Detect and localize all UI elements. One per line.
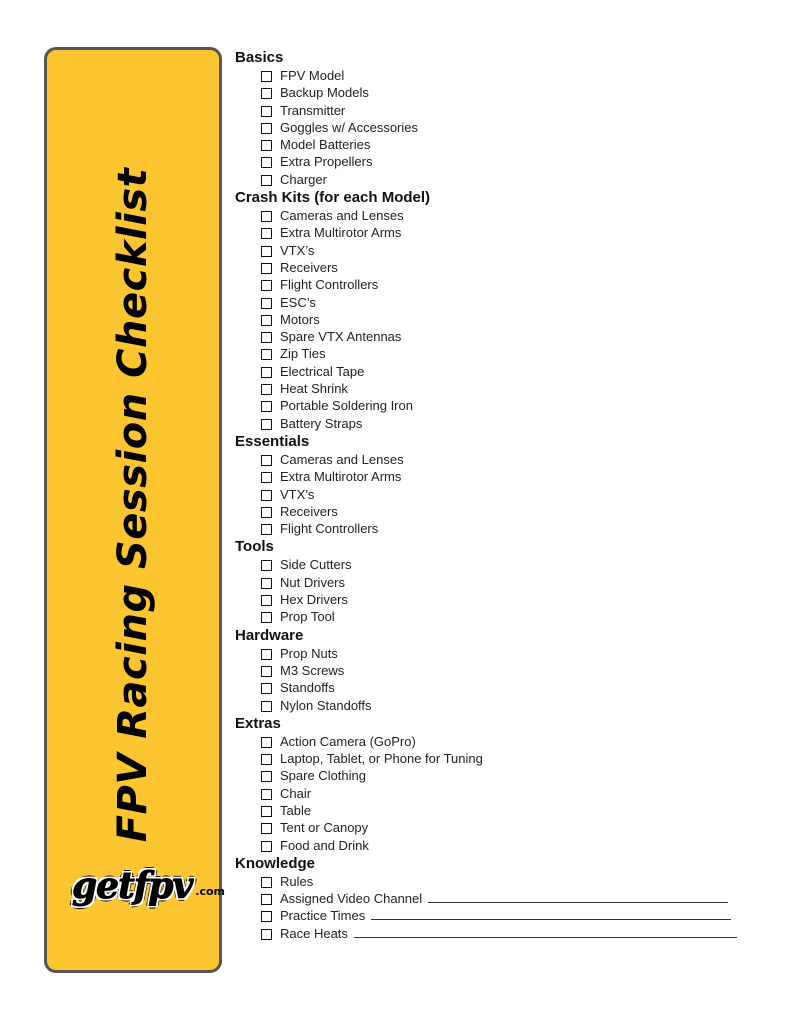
checklist-item [235, 662, 775, 679]
item-label: Assigned Video Channel [280, 891, 423, 907]
checkbox-icon[interactable] [261, 332, 272, 343]
checkbox-icon[interactable] [261, 911, 272, 922]
checklist-item [235, 84, 775, 101]
checkbox-icon[interactable] [261, 88, 272, 99]
item-label: Action Camera (GoPro) [280, 733, 416, 749]
logo-domain: .com [195, 885, 225, 898]
item-label: Battery Straps [280, 415, 363, 431]
checklist-item [235, 802, 775, 819]
item-label: VTX’s [280, 486, 315, 502]
item-label: VTX’s [280, 242, 315, 258]
checklist-item [235, 750, 775, 767]
fill-in-line[interactable] [354, 925, 737, 938]
checkbox-icon[interactable] [261, 877, 272, 888]
item-label: Motors [280, 311, 320, 327]
checklist-item [235, 890, 775, 907]
checkbox-icon[interactable] [261, 263, 272, 274]
item-label: Nut Drivers [280, 574, 346, 590]
checklist-item [235, 119, 775, 136]
checkbox-icon[interactable] [261, 175, 272, 186]
item-label: Side Cutters [280, 557, 352, 573]
item-label: Backup Models [280, 85, 369, 101]
checklist-item [235, 224, 775, 241]
item-label: Laptop, Tablet, or Phone for Tuning [280, 751, 483, 767]
item-label: Chair [280, 785, 312, 801]
item-label: ESC’s [280, 294, 316, 310]
item-label: Standoffs [280, 680, 335, 696]
checklist-item [235, 345, 775, 362]
item-label: Flight Controllers [280, 521, 379, 537]
item-label: Transmitter [280, 102, 346, 118]
getfpv-logo [72, 865, 225, 907]
checklist-item [235, 136, 775, 153]
checkbox-icon[interactable] [261, 246, 272, 257]
checkbox-icon[interactable] [261, 578, 272, 589]
checkbox-icon[interactable] [261, 823, 272, 834]
item-label: Receivers [280, 259, 338, 275]
checklist-item [235, 679, 775, 696]
checkbox-icon[interactable] [261, 806, 272, 817]
checklist-item [235, 785, 775, 802]
checkbox-icon[interactable] [261, 455, 272, 466]
checklist-item [235, 645, 775, 662]
section-heading: Knowledge [235, 854, 316, 872]
checklist-item [235, 102, 775, 119]
checkbox-icon[interactable] [261, 315, 272, 326]
checkbox-icon[interactable] [261, 666, 272, 677]
checkbox-icon[interactable] [261, 211, 272, 222]
checklist-item [235, 67, 775, 84]
checkbox-icon[interactable] [261, 701, 272, 712]
checkbox-icon[interactable] [261, 894, 272, 905]
item-label: Food and Drink [280, 837, 369, 853]
item-label: Rules [280, 873, 314, 889]
item-label: Cameras and Lenses [280, 208, 404, 224]
checklist-item [235, 328, 775, 345]
checklist-item [235, 415, 775, 432]
checklist-item [235, 697, 775, 714]
checklist-item [235, 925, 775, 942]
page-title: FPV Racing Session Checklist [110, 167, 156, 843]
item-label: Race Heats [280, 925, 348, 941]
checklist-item [235, 311, 775, 328]
checklist-item [235, 451, 775, 468]
checklist-item [235, 503, 775, 520]
checkbox-icon[interactable] [261, 123, 272, 134]
item-label: Zip Ties [280, 346, 326, 362]
item-label: Cameras and Lenses [280, 451, 404, 467]
logo-wordmark: getfpv [72, 865, 193, 907]
checklist-item [235, 486, 775, 503]
checkbox-icon[interactable] [261, 367, 272, 378]
checklist-item [235, 259, 775, 276]
checklist-item [235, 733, 775, 750]
checkbox-icon[interactable] [261, 490, 272, 501]
section-heading: Essentials [235, 432, 310, 450]
checkbox-icon[interactable] [261, 683, 272, 694]
section-heading: Basics [235, 49, 284, 66]
checkbox-icon[interactable] [261, 472, 272, 483]
checklist-item [235, 207, 775, 224]
checkbox-icon[interactable] [261, 524, 272, 535]
checkbox-icon[interactable] [261, 841, 272, 852]
section-heading: Hardware [235, 626, 304, 644]
item-label: Receivers [280, 503, 338, 519]
item-label: Practice Times [280, 908, 366, 924]
checkbox-icon[interactable] [261, 280, 272, 291]
checkbox-icon[interactable] [261, 929, 272, 940]
checkbox-icon[interactable] [261, 349, 272, 360]
checklist-item [235, 608, 775, 625]
item-label: Tent or Canopy [280, 820, 369, 836]
checklist-item [235, 171, 775, 188]
checkbox-icon[interactable] [261, 106, 272, 117]
item-label: Portable Soldering Iron [280, 398, 413, 414]
fill-in-line[interactable] [428, 890, 728, 903]
item-label: FPV Model [280, 68, 345, 83]
section-heading: Tools [235, 538, 274, 556]
checklist-item [235, 380, 775, 397]
item-label: Extra Propellers [280, 154, 373, 170]
checklist-item [235, 520, 775, 537]
checkbox-icon[interactable] [261, 298, 272, 309]
item-label: Spare VTX Antennas [280, 329, 402, 345]
item-label: Prop Nuts [280, 645, 338, 661]
item-label: M3 Screws [280, 662, 345, 678]
checklist-item [235, 276, 775, 293]
checklist-item [235, 153, 775, 170]
checklist-item [235, 767, 775, 784]
checkbox-icon[interactable] [261, 595, 272, 606]
checkbox-icon[interactable] [261, 754, 272, 765]
checkbox-icon[interactable] [261, 384, 272, 395]
item-label: Electrical Tape [280, 363, 365, 379]
item-label: Heat Shrink [280, 381, 348, 397]
checklist-item [235, 907, 775, 924]
checkbox-icon[interactable] [261, 228, 272, 239]
checkbox-icon[interactable] [261, 507, 272, 518]
section-heading: Extras [235, 714, 281, 732]
checklist-item [235, 591, 775, 608]
checkbox-icon[interactable] [261, 560, 272, 571]
checklist-item [235, 574, 775, 591]
checkbox-icon[interactable] [261, 737, 272, 748]
item-label: Nylon Standoffs [280, 697, 372, 713]
checkbox-icon[interactable] [261, 157, 272, 168]
item-label: Flight Controllers [280, 277, 379, 293]
checkbox-icon[interactable] [261, 71, 272, 82]
checkbox-icon[interactable] [261, 771, 272, 782]
checkbox-icon[interactable] [261, 789, 272, 800]
checkbox-icon[interactable] [261, 612, 272, 623]
checklist-item [235, 819, 775, 836]
item-label: Charger [280, 171, 327, 187]
checkbox-icon[interactable] [261, 419, 272, 430]
item-label: Extra Multirotor Arms [280, 225, 402, 241]
checklist-item [235, 468, 775, 485]
item-label: Prop Tool [280, 609, 335, 625]
checkbox-icon[interactable] [261, 140, 272, 151]
checklist-item [235, 363, 775, 380]
checklist-item [235, 556, 775, 573]
checkbox-icon[interactable] [261, 649, 272, 660]
checklist-item [235, 873, 775, 890]
item-label: Model Batteries [280, 137, 371, 153]
item-label: Table [280, 802, 312, 818]
item-label: Extra Multirotor Arms [280, 469, 402, 485]
item-label: Hex Drivers [280, 592, 348, 608]
checkbox-icon[interactable] [261, 401, 272, 412]
checklist-item [235, 242, 775, 259]
checklist-item [235, 294, 775, 311]
item-label: Spare Clothing [280, 768, 366, 784]
section-heading: Crash Kits (for each Model) [235, 189, 431, 207]
item-label: Goggles w/ Accessories [280, 119, 419, 135]
checklist-item [235, 397, 775, 414]
checklist-item [235, 837, 775, 854]
checklist [235, 48, 775, 942]
fill-in-line[interactable] [371, 907, 731, 920]
